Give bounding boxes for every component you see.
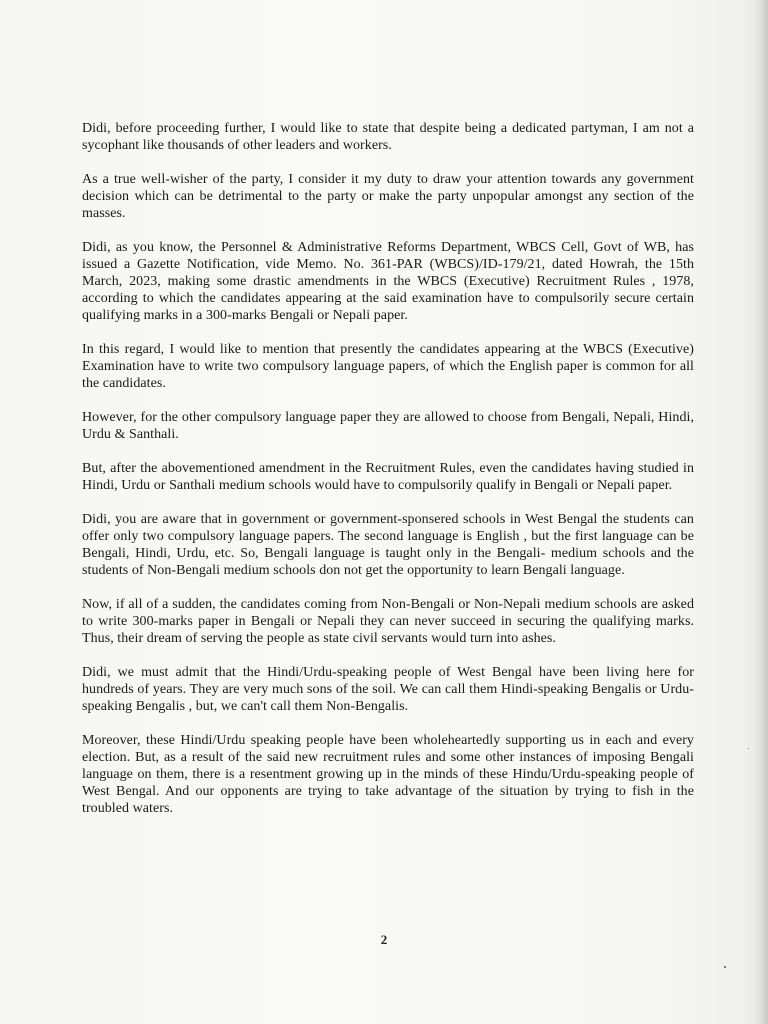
paragraph: Now, if all of a sudden, the candidates coming from Non-Bengali or Non-Nepali medium schools are asked to write 300-marks paper in Bengali or Nepali they can never succeed in securing the qualifying marks. Thus, their dream of serving the people as state civil servants would turn into ashes. xyxy=(82,597,694,646)
page-number: 2 xyxy=(380,932,388,947)
paragraph: Didi, as you know, the Personnel & Administrative Reforms Department, WBCS Cell, Govt of WB, has issued a Gazette Notification, vide Memo. No. 361-PAR (WBCS)/ID-179/21, dated Howrah, the 15th March, 2023, making some drastic amendments in the WBCS (Executive) Recruitment Rules , 1978, according to which the candidates appearing at the said examination have to compulsorily secure certain qualifying marks in a 300-marks Bengali or Nepali paper. xyxy=(82,240,694,323)
scan-speck xyxy=(748,748,749,749)
paragraph: Didi, we must admit that the Hindi/Urdu-speaking people of West Bengal have been living here for hundreds of years. They are very much sons of the soil. We can call them Hindi-speaking Bengalis or Urdu-speaking Bengalis , but, we can't call them Non-Bengalis. xyxy=(82,665,694,714)
paragraph: As a true well-wisher of the party, I consider it my duty to draw your attention towards any government decision which can be detrimental to the party or make the party unpopular amongst any section of the masses. xyxy=(82,172,694,221)
scan-speck xyxy=(724,966,726,968)
page-edge-shadow xyxy=(754,0,768,1024)
paragraph: Didi, before proceeding further, I would like to state that despite being a dedicated partyman, I am not a sycophant like thousands of other leaders and workers. xyxy=(82,121,694,153)
paragraph: Didi, you are aware that in government or government-sponsered schools in West Bengal the students can offer only two compulsory language papers. The second language is English , but the first language can be Bengali, Hindi, Urdu, etc. So, Bengali language is taught only in the Bengali- medium schools and the students of Non-Bengali medium schools don not get the opportunity to learn Bengali language. xyxy=(82,512,694,578)
paragraph: Moreover, these Hindi/Urdu speaking people have been wholeheartedly supporting us in each and every election. But, as a result of the said new recruitment rules and some other instances of imposing Bengali language on them, there is a resentment growing up in the minds of these Hindu/Urdu-speaking people of West Bengal. And our opponents are trying to take advantage of the situation by trying to fish in the troubled waters. xyxy=(82,733,694,816)
letter-body xyxy=(82,120,694,834)
paragraph: In this regard, I would like to mention that presently the candidates appearing at the WBCS (Executive) Examination have to write two compulsory language papers, of which the English paper is common for all the candidates. xyxy=(82,342,694,391)
paragraph: But, after the abovementioned amendment in the Recruitment Rules, even the candidates having studied in Hindi, Urdu or Santhali medium schools would have to compulsorily qualify in Bengali or Nepali paper. xyxy=(82,461,694,493)
paragraph: However, for the other compulsory language paper they are allowed to choose from Bengali, Nepali, Hindi, Urdu & Santhali. xyxy=(82,410,694,442)
